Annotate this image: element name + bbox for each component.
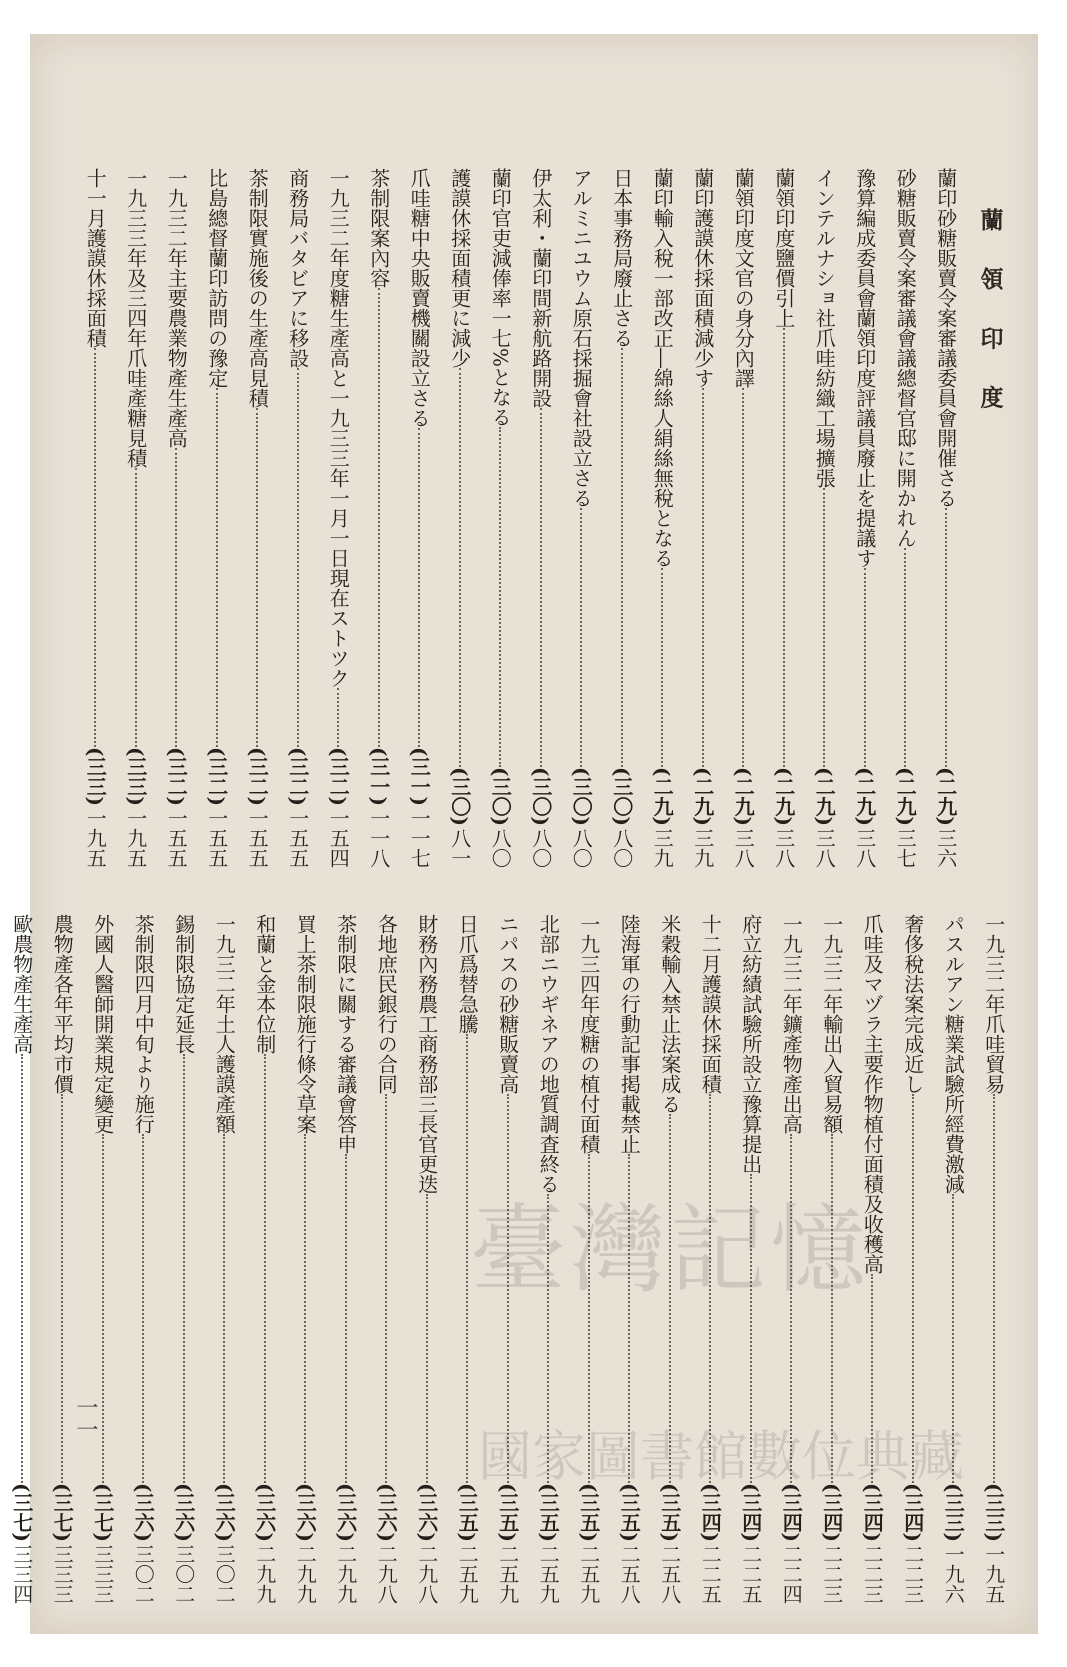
toc-entry-line <box>374 914 399 1604</box>
entry-page-number: 三九 <box>650 828 675 868</box>
toc-entry <box>723 168 764 868</box>
dot-leader <box>904 548 906 767</box>
entry-issue-number: (三三) <box>83 747 108 806</box>
entry-issue-number: (三七) <box>90 1483 115 1542</box>
toc-entry-line <box>285 168 310 868</box>
toc-entry-line <box>83 168 108 868</box>
toc-entry-line <box>204 168 229 868</box>
entry-issue-number: (三二) <box>164 747 189 806</box>
entry-title: 商務局バタビアに移設 <box>285 168 310 368</box>
entry-issue-number: (二九) <box>650 767 675 826</box>
entry-title: 日爪爲替急騰 <box>455 914 480 1034</box>
entry-title: 砂糖販賣令案審議會議總督官邸に開かれん <box>893 168 918 548</box>
entry-title: 蘭印護謨休採面積減少す <box>690 168 715 388</box>
entry-title: 一九三二年鑛產物產出高 <box>779 914 804 1134</box>
entry-page-number: 二二五 <box>698 1544 723 1604</box>
toc-entry <box>480 168 521 868</box>
entry-title: 錫制限協定延長 <box>171 914 196 1054</box>
toc-entry-line <box>164 168 189 868</box>
dot-leader <box>223 1134 225 1483</box>
entry-issue-number: (三六) <box>333 1483 358 1542</box>
dot-leader <box>580 508 582 767</box>
entry-title: 茶制限實施後の生產高見積 <box>245 168 270 408</box>
toc-entry-line <box>690 168 715 868</box>
dot-leader <box>264 1054 266 1483</box>
dot-leader <box>378 288 380 747</box>
entry-page-number: 二九九 <box>293 1544 318 1604</box>
entry-page-number: 一九六 <box>941 1544 966 1604</box>
toc-entry <box>521 168 562 868</box>
entry-page-number: 二五八 <box>617 1544 642 1604</box>
toc-entry-line <box>771 168 796 868</box>
entry-page-number: 二九九 <box>333 1544 358 1604</box>
entry-page-number: 三九 <box>690 828 715 868</box>
entry-page-number: 三〇二 <box>131 1544 156 1604</box>
entry-title: 十一月護謨休採面積 <box>83 168 108 348</box>
entry-title: 農物產各年平均市價 <box>50 914 75 1094</box>
entry-issue-number: (三五) <box>617 1483 642 1542</box>
entry-page-number: 二五九 <box>536 1544 561 1604</box>
entry-page-number: 一一八 <box>366 808 391 868</box>
toc-entry <box>399 168 440 868</box>
dot-leader <box>459 368 461 767</box>
entry-issue-number: (三七) <box>9 1483 34 1542</box>
entry-title: 一九三三年及三四年爪哇產糖見積 <box>123 168 148 468</box>
entry-title: 蘭領印度文官の身分內譯 <box>731 168 756 388</box>
entry-title: 外國人醫師開業規定變更 <box>90 914 115 1134</box>
entry-issue-number: (三六) <box>414 1483 439 1542</box>
toc-entry-line <box>407 168 432 868</box>
toc-entry-line <box>528 168 553 868</box>
entry-title: 米穀輸入禁止法案成る <box>657 914 682 1114</box>
toc-entry <box>440 168 481 868</box>
entry-title: アルミニユウム原石採掘會社設立さる <box>569 168 594 508</box>
toc-entry-line <box>123 168 148 868</box>
dot-leader <box>540 408 542 767</box>
entry-title: 各地庶民銀行の合同 <box>374 914 399 1094</box>
toc-entry <box>237 168 278 868</box>
section-title: 蘭 領 印 度 <box>976 208 1004 423</box>
dot-leader <box>702 388 704 767</box>
dot-leader <box>337 688 339 747</box>
dot-leader <box>621 348 623 767</box>
entry-title: 蘭領印度鹽價引上 <box>771 168 796 328</box>
dot-leader <box>175 448 177 747</box>
toc-entry <box>197 168 238 868</box>
entry-issue-number: (三五) <box>495 1483 520 1542</box>
entry-page-number: 一五五 <box>285 808 310 868</box>
entry-title: ニパスの砂糖販賣高 <box>495 914 520 1094</box>
entry-issue-number: (三一) <box>366 747 391 806</box>
toc-entry-line <box>326 168 351 868</box>
dot-leader <box>993 1094 995 1483</box>
toc-entry-line <box>933 168 958 868</box>
entry-page-number: 八一 <box>447 828 472 868</box>
entry-issue-number: (三五) <box>576 1483 601 1542</box>
toc-entry <box>42 914 83 1604</box>
entry-issue-number: (三四) <box>738 1483 763 1542</box>
entry-issue-number: (三六) <box>131 1483 156 1542</box>
entry-page-number: 三八 <box>731 828 756 868</box>
toc-entry <box>116 168 157 868</box>
entry-issue-number: (三六) <box>212 1483 237 1542</box>
entry-title: インテルナショ社爪哇紡織工場擴張 <box>812 168 837 488</box>
toc-entry <box>156 168 197 868</box>
toc-entry-line <box>650 168 675 868</box>
entry-title: 比島總督蘭印訪問の豫定 <box>204 168 229 388</box>
toc-entry <box>893 914 934 1604</box>
entry-issue-number: (三二) <box>245 747 270 806</box>
toc-entry-line <box>488 168 513 868</box>
toc-entry <box>926 168 967 868</box>
entry-page-number: 二二五 <box>738 1544 763 1604</box>
entry-page-number: 一九五 <box>83 808 108 868</box>
toc-entry-line <box>212 914 237 1604</box>
entry-page-number: 二二三 <box>860 1544 885 1604</box>
entry-issue-number: (三四) <box>900 1483 925 1542</box>
entry-page-number: 八〇 <box>528 828 553 868</box>
entry-issue-number: (三四) <box>860 1483 885 1542</box>
entry-title: 茶制限に關する審議會答申 <box>333 914 358 1154</box>
entry-issue-number: (三三) <box>981 1483 1006 1542</box>
entry-page-number: 三〇二 <box>171 1544 196 1604</box>
toc-entry-line <box>981 914 1006 1604</box>
entry-title: 一九三二年主要農業物產生產高 <box>164 168 189 448</box>
entry-page-number: 一一七 <box>407 808 432 868</box>
toc-entry-line <box>293 914 318 1604</box>
toc-entry-line <box>333 914 358 1604</box>
toc-entry <box>561 168 602 868</box>
entry-page-number: 一五五 <box>164 808 189 868</box>
toc-entry <box>933 914 974 1604</box>
entry-page-number: 一九五 <box>123 808 148 868</box>
entry-issue-number: (三五) <box>657 1483 682 1542</box>
entry-page-number: 八〇 <box>569 828 594 868</box>
entry-issue-number: (二九) <box>812 767 837 826</box>
entry-title: 府立紡績試驗所設立豫算提出 <box>738 914 763 1174</box>
toc-entry <box>204 914 245 1604</box>
toc-entry <box>764 168 805 868</box>
dot-leader <box>661 568 663 767</box>
entry-page-number: 二五八 <box>657 1544 682 1604</box>
dot-leader <box>426 1194 428 1483</box>
entry-page-number: 三八 <box>771 828 796 868</box>
dot-leader <box>304 1134 306 1483</box>
dot-leader <box>216 388 218 747</box>
toc-entry <box>602 168 643 868</box>
entry-title: 茶制限案內容 <box>366 168 391 288</box>
entry-page-number: 二九八 <box>374 1544 399 1604</box>
top-toc-block <box>83 168 1014 868</box>
entry-title: 爪哇糖中央販賣機關設立さる <box>407 168 432 428</box>
entry-issue-number: (三一) <box>407 747 432 806</box>
dot-leader <box>499 427 501 767</box>
entry-page-number: 一九五 <box>981 1544 1006 1604</box>
entry-title: 茶制限四月中旬より施行 <box>131 914 156 1134</box>
entry-title: 十二月護謨休採面積 <box>698 914 723 1094</box>
toc-entry <box>285 914 326 1604</box>
entry-title: 北部ニウギネアの地質調査終る <box>536 914 561 1194</box>
toc-entry-line <box>893 168 918 868</box>
entry-issue-number: (三六) <box>374 1483 399 1542</box>
dot-leader <box>142 1134 144 1483</box>
page <box>9 34 1038 1634</box>
entry-page-number: 二九九 <box>252 1544 277 1604</box>
entry-page-number: 二五九 <box>495 1544 520 1604</box>
entry-title: 財務內務農工商務部三長官更迭 <box>414 914 439 1194</box>
entry-title: 蘭印砂糖販賣令案審議委員會開催さる <box>933 168 958 508</box>
toc-entry <box>83 914 124 1604</box>
toc-entry <box>407 914 448 1604</box>
entry-page-number: 二五九 <box>576 1544 601 1604</box>
entry-issue-number: (三六) <box>171 1483 196 1542</box>
entry-issue-number: (三三) <box>941 1483 966 1542</box>
dot-leader <box>385 1094 387 1483</box>
entry-page-number: 三三三 <box>90 1544 115 1604</box>
toc-entry-line <box>609 168 634 868</box>
dot-leader <box>466 1034 468 1483</box>
toc-entry-line <box>900 914 925 1604</box>
toc-entry-line <box>941 914 966 1604</box>
toc-entry-line <box>812 168 837 868</box>
toc-entry <box>366 914 407 1604</box>
entry-issue-number: (三五) <box>455 1483 480 1542</box>
toc-entry <box>359 168 400 868</box>
toc-entry-line <box>171 914 196 1604</box>
dot-leader <box>61 1094 63 1483</box>
entry-page-number: 三七 <box>893 828 918 868</box>
entry-page-number: 三六 <box>933 828 958 868</box>
toc-entry <box>326 914 367 1604</box>
entry-title: 歐農物產生產高 <box>9 914 34 1054</box>
entry-page-number: 一五四 <box>326 808 351 868</box>
entry-title: 一九三四年度糖の植付面積 <box>576 914 601 1154</box>
entry-issue-number: (二九) <box>731 767 756 826</box>
entry-title: 一九三二年土人護謨產額 <box>212 914 237 1134</box>
entry-title: 一九三二年爪哇貿易 <box>981 914 1006 1094</box>
toc-entry-line <box>366 168 391 868</box>
dot-leader <box>102 1134 104 1483</box>
entry-issue-number: (三〇) <box>447 767 472 826</box>
toc-entry-line <box>731 168 756 868</box>
entry-page-number: 三三四 <box>9 1544 34 1604</box>
entry-page-number: 三三三 <box>50 1544 75 1604</box>
entry-title: 蘭印官吏減俸率一七%となる <box>488 168 513 428</box>
toc-entry <box>318 168 359 868</box>
entry-page-number: 三八 <box>812 828 837 868</box>
entry-page-number: 三〇二 <box>212 1544 237 1604</box>
entry-issue-number: (三二) <box>204 747 229 806</box>
toc-entry <box>278 168 319 868</box>
section-heading <box>966 168 1014 868</box>
toc-entry <box>974 914 1015 1604</box>
dot-leader <box>21 1054 23 1483</box>
entry-page-number: 二二三 <box>900 1544 925 1604</box>
entry-title: 豫算編成委員會蘭領印度評議員廢止を提議す <box>852 168 877 568</box>
entry-title: 爪哇及マヅラ主要作物植付面積及收穫高 <box>860 914 885 1274</box>
entry-page-number: 二二四 <box>779 1544 804 1604</box>
watermark-caption: 國家圖書館數位典藏 <box>478 1425 964 1488</box>
dot-leader <box>823 488 825 767</box>
dot-leader <box>183 1054 185 1483</box>
entry-title: 蘭印輸入稅一部改正―綿絲人絹絲無稅となる <box>650 168 675 568</box>
watermark-logo: 臺灣記憶 <box>470 1194 870 1306</box>
entry-page-number: 二九八 <box>414 1544 439 1604</box>
toc-entry-line <box>569 168 594 868</box>
entry-title: 買上茶制限施行條令草案 <box>293 914 318 1134</box>
entry-issue-number: (三四) <box>819 1483 844 1542</box>
toc-entry-line <box>252 914 277 1604</box>
entry-issue-number: (三六) <box>293 1483 318 1542</box>
entry-title: 一九三二年輸出入貿易額 <box>819 914 844 1134</box>
entry-title: 護謨休採面積更に減少 <box>447 168 472 368</box>
entry-title: 奢侈稅法案完成近し <box>900 914 925 1094</box>
toc-entry <box>164 914 205 1604</box>
dot-leader <box>945 508 947 767</box>
entry-issue-number: (三二) <box>326 747 351 806</box>
toc-entry-line <box>90 914 115 1604</box>
dot-leader <box>297 368 299 747</box>
entry-title: パスルアン糖業試驗所經費激減 <box>941 914 966 1194</box>
entry-issue-number: (二九) <box>852 767 877 826</box>
dot-leader <box>783 328 785 767</box>
toc-entry <box>683 168 724 868</box>
toc-entry <box>123 914 164 1604</box>
toc-entry-line <box>852 168 877 868</box>
toc-entry <box>245 914 286 1604</box>
toc-entry <box>845 168 886 868</box>
entry-issue-number: (三七) <box>50 1483 75 1542</box>
dot-leader <box>864 568 866 767</box>
entry-issue-number: (三三) <box>123 747 148 806</box>
toc-entry-line <box>245 168 270 868</box>
dot-leader <box>345 1154 347 1483</box>
entry-page-number: 一五五 <box>245 808 270 868</box>
dot-leader <box>256 408 258 747</box>
entry-issue-number: (二九) <box>893 767 918 826</box>
entry-issue-number: (二九) <box>933 767 958 826</box>
entry-issue-number: (三四) <box>779 1483 804 1542</box>
toc-entry <box>642 168 683 868</box>
entry-title: 一九三二年度糖生產高と一九三三年一月一日現在ストツク <box>326 168 351 688</box>
folio-number: 一一 <box>73 1396 98 1440</box>
entry-page-number: 八〇 <box>488 828 513 868</box>
entry-page-number: 三八 <box>852 828 877 868</box>
entry-page-number: 一五五 <box>204 808 229 868</box>
dot-leader <box>742 388 744 767</box>
toc-entry-line <box>447 168 472 868</box>
entry-issue-number: (三〇) <box>488 767 513 826</box>
dot-leader <box>135 468 137 747</box>
toc-entry-line <box>131 914 156 1604</box>
toc-entry-line <box>414 914 439 1604</box>
entry-page-number: 八〇 <box>609 828 634 868</box>
entry-title: 陸海軍の行動記事掲載禁止 <box>617 914 642 1154</box>
entry-issue-number: (三四) <box>698 1483 723 1542</box>
toc-entry <box>804 168 845 868</box>
toc-entry <box>885 168 926 868</box>
entry-page-number: 二五九 <box>455 1544 480 1604</box>
toc-entry <box>75 168 116 868</box>
entry-title: 伊太利・蘭印間新航路開設 <box>528 168 553 408</box>
entry-title: 日本事務局廢止さる <box>609 168 634 348</box>
entry-issue-number: (三六) <box>252 1483 277 1542</box>
entry-issue-number: (三五) <box>536 1483 561 1542</box>
entry-issue-number: (三〇) <box>569 767 594 826</box>
toc-entry <box>2 914 43 1604</box>
entry-issue-number: (三〇) <box>528 767 553 826</box>
dot-leader <box>94 348 96 747</box>
toc-entry-line <box>9 914 34 1604</box>
toc-entry-line <box>50 914 75 1604</box>
entry-title: 和蘭と金本位制 <box>252 914 277 1054</box>
entry-issue-number: (三〇) <box>609 767 634 826</box>
entry-issue-number: (二九) <box>690 767 715 826</box>
entry-issue-number: (二九) <box>771 767 796 826</box>
entry-page-number: 二二三 <box>819 1544 844 1604</box>
entry-issue-number: (三二) <box>285 747 310 806</box>
dot-leader <box>418 428 420 747</box>
